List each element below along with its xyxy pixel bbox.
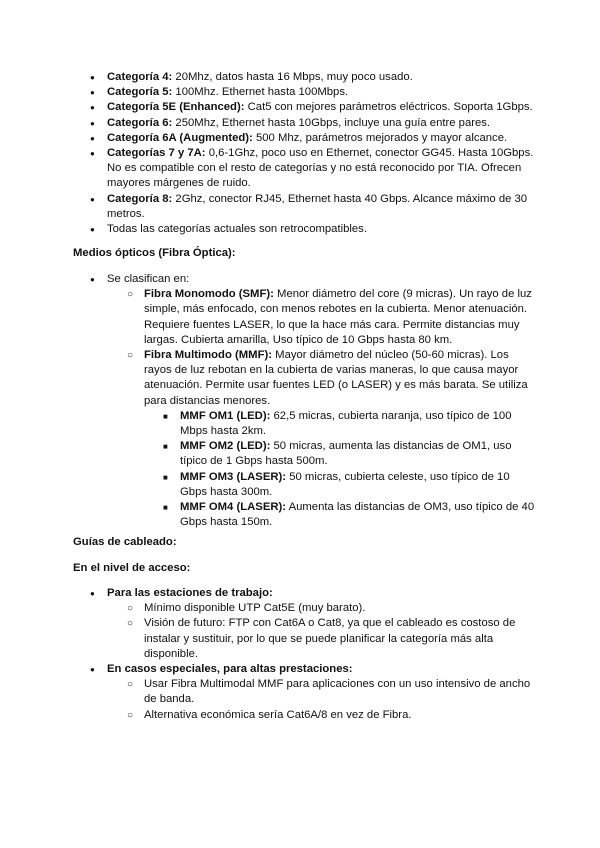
list-item-om xyxy=(180,470,537,500)
list-item xyxy=(107,100,537,115)
om-list xyxy=(144,409,537,531)
item-label: En casos especiales, para altas prestaciones: xyxy=(107,663,353,676)
list-item xyxy=(144,616,537,662)
list-item xyxy=(107,272,537,530)
list-item-mmf xyxy=(144,348,537,530)
item-text: 50 micras, cubierta celeste, uso típico de 10 Gbps hasta 300m. xyxy=(180,470,510,498)
fibra-list xyxy=(0,272,537,530)
item-label: Para las estaciones de trabajo: xyxy=(107,587,273,599)
item-text: 100Mhz. Ethernet hasta 100Mbps. xyxy=(172,86,349,99)
list-item xyxy=(107,70,537,85)
item-label: Categoría 6A (Augmented): xyxy=(107,131,253,144)
subheading-nivel-acceso: En el nivel de acceso: xyxy=(73,562,191,574)
item-label: MMF OM1 (LED): xyxy=(180,409,271,422)
item-label: Fibra Monomodo (SMF): xyxy=(144,288,274,301)
item-text: Usar Fibra Multimodal MMF para aplicaciones con un uso intensivo de ancho de banda. xyxy=(144,678,531,706)
list-item xyxy=(107,192,537,222)
list-item-smf xyxy=(144,287,537,348)
item-text: Mayor diámetro del núcleo (50-60 micras). Los rayos de luz rebotan en la cubierta de varias maneras, lo que causa mayor atenuación. Permite usar fuentes LED (o LASER) y es más barata. Se utiliza para distancias menores. xyxy=(144,349,528,407)
item-text: 62,5 micras, cubierta naranja, uso típico de 100 Mbps hasta 2km. xyxy=(180,409,512,438)
item-text: Aumenta las distancias de OM3, uso típico de 40 Gbps hasta 150m. xyxy=(180,501,535,529)
list-item-especiales xyxy=(107,662,537,723)
item-text: 50 micras, aumenta las distancias de OM1, uso típico de 1 Gbps hasta 500m. xyxy=(180,440,512,468)
section-heading-guias: Guías de cableado: xyxy=(73,536,177,548)
item-label: Categoría 5: xyxy=(107,86,173,99)
fibra-types-list xyxy=(107,287,537,530)
item-text: Cat5 con mejores parámetros eléctricos. Soporta 1Gbps. xyxy=(244,101,533,114)
item-label: MMF OM2 (LED): xyxy=(180,440,271,453)
list-item xyxy=(107,146,537,192)
item-label: Categoría 5E (Enhanced): xyxy=(107,101,245,114)
item-text: Menor diámetro del core (9 micras). Un rayo de luz simple, más enfocado, con menos rebotes en la cubierta. Menor atenuación. Requiere fuentes LASER, lo que la hace más cara. Permite distancias muy largas. Cubierta amarilla, Uso típico de 10 Gbps hasta 80 km. xyxy=(144,288,532,346)
estaciones-sublist xyxy=(107,601,537,662)
item-text: Alternativa económica sería Cat6A/8 en vez de Fibra. xyxy=(144,708,412,721)
item-text: 2Ghz, conector RJ45, Ethernet hasta 40 Gbps. Alcance máximo de 30 metros. xyxy=(107,192,528,220)
especiales-sublist xyxy=(107,677,537,723)
item-label: Categorías 7 y 7A: xyxy=(107,147,206,160)
item-text: 500 Mhz, parámetros mejorados y mayor alcance. xyxy=(252,131,508,144)
list-item-om xyxy=(180,409,537,439)
item-label: Categoría 8: xyxy=(107,192,173,205)
item-text: 20Mhz, datos hasta 16 Mbps, muy poco usado. xyxy=(172,71,413,83)
list-item-om xyxy=(180,439,537,469)
item-label: MMF OM3 (LASER): xyxy=(180,470,287,483)
item-text: 0,6-1Ghz, poco uso en Ethernet, conector GG45. Hasta 10Gbps. No es compatible con el resto de categorías y no está reconocido por TIA. Ofrecen mayores márgenes de ruido. xyxy=(107,147,534,190)
list-item xyxy=(144,708,537,723)
item-text: Se clasifican en: xyxy=(107,273,190,285)
list-item xyxy=(144,677,537,707)
list-item xyxy=(107,222,537,237)
item-text: Mínimo disponible UTP Cat5E (muy barato). xyxy=(144,602,366,615)
item-label: MMF OM4 (LASER): xyxy=(180,501,287,514)
category-list xyxy=(0,70,537,237)
list-item xyxy=(144,601,537,616)
section-heading-fibra: Medios ópticos (Fibra Óptica): xyxy=(73,247,236,259)
item-label: Categoría 6: xyxy=(107,116,173,129)
item-label: Categoría 4: xyxy=(107,71,173,83)
item-text: Todas las categorías actuales son retrocompatibles. xyxy=(107,223,367,236)
list-item-estaciones xyxy=(107,586,537,662)
item-label: Fibra Multimodo (MMF): xyxy=(144,349,273,362)
list-item xyxy=(107,116,537,131)
guias-list xyxy=(0,586,537,723)
list-item xyxy=(107,131,537,146)
list-item xyxy=(107,85,537,100)
list-item-om xyxy=(180,500,537,530)
item-text: 250Mhz, Ethernet hasta 10Gbps, incluye una guía entre pares. xyxy=(172,116,491,129)
item-text: Visión de futuro: FTP con Cat6A o Cat8, ya que el cableado es costoso de instalar y sustituir, por lo que se puede planificar la categoría más alta disponible. xyxy=(144,617,516,660)
